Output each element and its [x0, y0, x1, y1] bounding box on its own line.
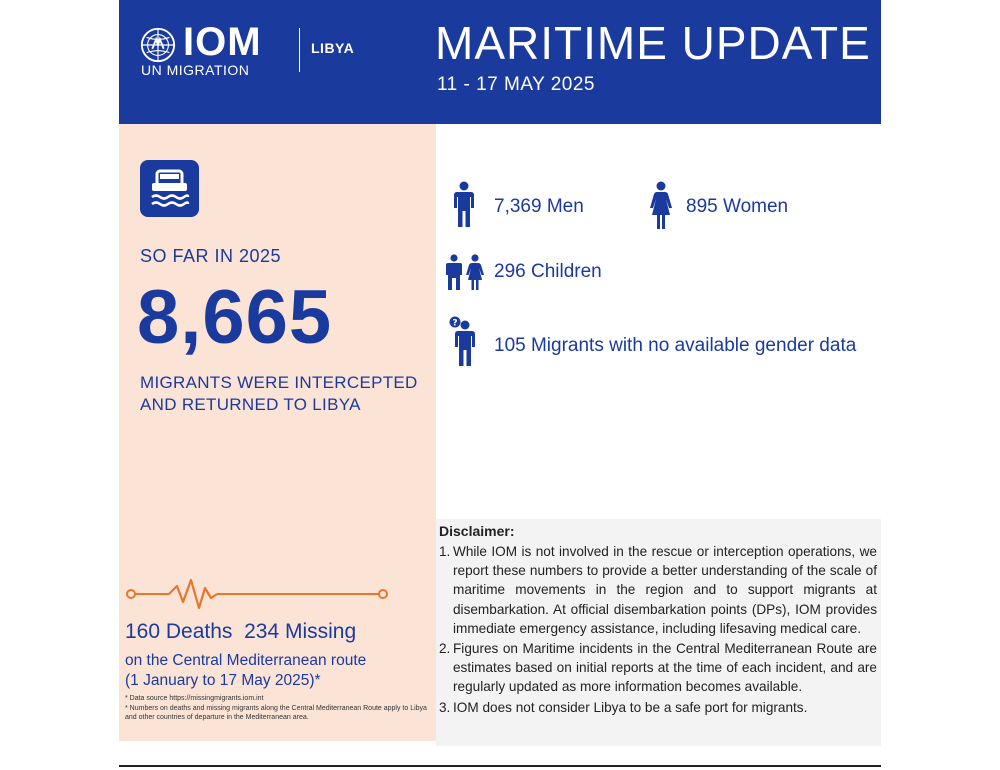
- unknown-gender-stat: 105 Migrants with no available gender data: [494, 335, 857, 356]
- page-title: MARITIME UPDATE: [435, 17, 871, 69]
- footnote-source: * Data source https://missingmigrants.iom.int: [125, 695, 264, 702]
- route-line-2: (1 January to 17 May 2025)*: [125, 672, 321, 689]
- women-stat: 895 Women: [686, 196, 789, 217]
- intercepted-description: MIGRANTS WERE INTERCEPTED AND RETURNED TO LIBYA: [140, 373, 418, 414]
- deaths-count: 160 Deaths: [125, 620, 233, 643]
- iom-logo: [139, 20, 355, 80]
- page-bottom-rule: [119, 765, 881, 767]
- disclaimer-box: [436, 519, 881, 746]
- disclaimer-item-text: IOM does not consider Libya to be a safe port for migrants.: [453, 699, 808, 715]
- footnotes: [125, 694, 435, 723]
- man-icon: [453, 181, 475, 229]
- route-line-1: on the Central Mediterranean route: [125, 652, 367, 669]
- route-description: [125, 651, 430, 691]
- un-emblem-icon: [139, 26, 177, 64]
- disclaimer-item-text: While IOM is not involved in the rescue or interception operations, we report these numbers to provide a better understanding of the scale of maritime movements in the region and to support migrants at disembarkation. At official disembarkation points (DPs), IOM provides immediate emergency assistance, including lifesaving medical care.: [453, 544, 877, 636]
- disclaimer-item-text: Figures on Maritime incidents in the Central Mediterranean Route are estimates based on initial reports at the time of each incident, and are regularly updated as more information becomes available.: [453, 641, 877, 695]
- woman-icon: [649, 181, 673, 231]
- summary-panel: [119, 124, 436, 741]
- logo-subtext: UN MIGRATION: [141, 62, 250, 78]
- casualties-headline: [125, 620, 356, 644]
- children-stat: 296 Children: [494, 261, 602, 282]
- disclaimer-title: Disclaimer:: [439, 523, 515, 539]
- men-stat: 7,369 Men: [494, 196, 584, 217]
- heartbeat-line-icon: [125, 576, 389, 612]
- unknown-gender-icon: [449, 316, 477, 368]
- boat-icon: [140, 160, 199, 217]
- total-intercepted: 8,665: [137, 275, 333, 360]
- logo-divider: [299, 28, 300, 72]
- infographic: [119, 0, 881, 770]
- missing-count: 234 Missing: [244, 620, 357, 643]
- disclaimer-item: [439, 542, 877, 638]
- footnote-scope: * Numbers on deaths and missing migrants along the Central Mediterranean Route apply to Libya and other countries of departure in the Mediterranean area.: [125, 705, 427, 721]
- country-label: LIBYA: [311, 40, 355, 56]
- svg-text:?: ?: [452, 318, 458, 329]
- disclaimer-item-number: 3.: [439, 699, 451, 715]
- children-icon: [444, 254, 486, 292]
- disclaimer-item: [439, 639, 877, 697]
- disclaimer-item: [439, 698, 877, 717]
- date-range: 11 - 17 MAY 2025: [437, 74, 595, 95]
- disclaimer-item-number: 2.: [439, 641, 451, 657]
- so-far-label: SO FAR IN 2025: [140, 246, 282, 266]
- disclaimer-item-number: 1.: [439, 544, 451, 559]
- logo-text: IOM: [183, 20, 262, 64]
- header-banner: [119, 0, 881, 124]
